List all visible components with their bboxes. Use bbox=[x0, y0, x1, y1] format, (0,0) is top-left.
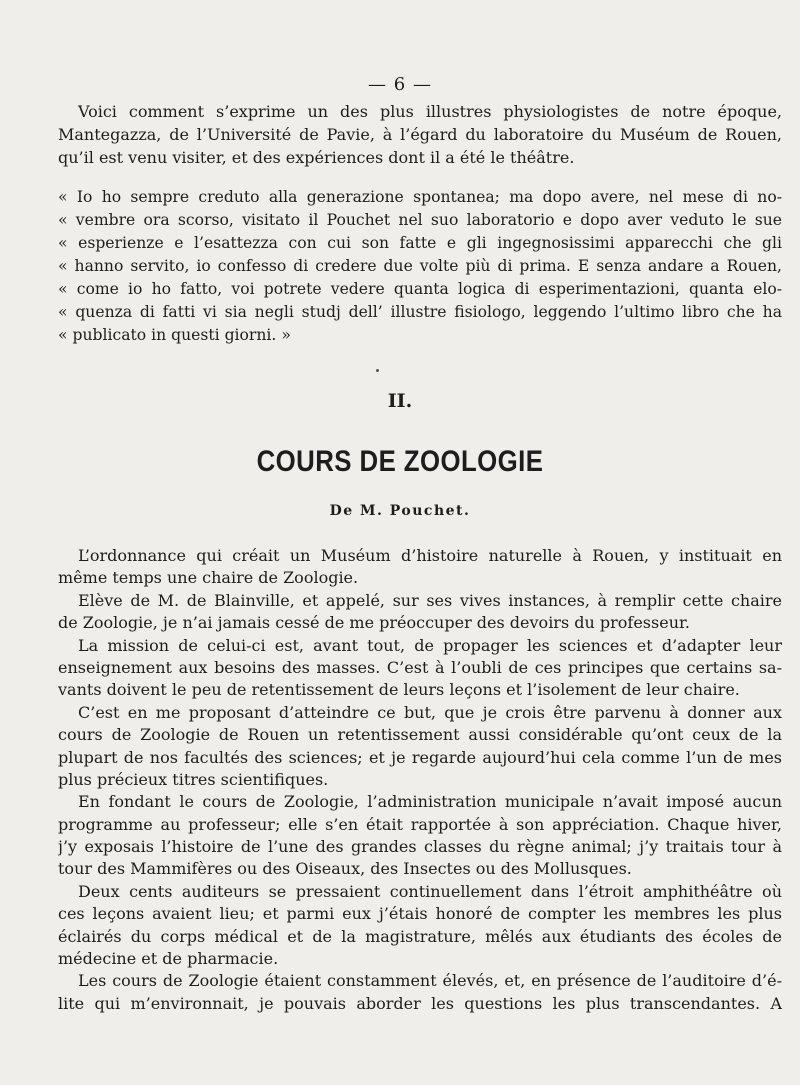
text-line: vants doivent le peu de retentissement de leurs leçons et l’isolement de leur chaire. bbox=[58, 680, 740, 700]
intro-paragraph bbox=[58, 100, 782, 169]
section-title: COURS DE ZOOLOGIE bbox=[256, 445, 544, 478]
author-byline: De M. Pouchet. bbox=[329, 503, 471, 519]
text-line: cours de Zoologie de Rouen un retentissement aussi considérable qu’ont ceux de la bbox=[58, 725, 782, 745]
quote-line: « vembre ora scorso, visitato il Pouchet nel suo laboratorio e dopo aver veduto le sue bbox=[58, 211, 782, 229]
text-line: de Zoologie, je n’ai jamais cessé de me préoccuper des devoirs du professeur. bbox=[58, 613, 690, 633]
quote-line: « hanno servito, io confesso di credere due volte più di prima. E senza andare a Rouen, bbox=[58, 257, 782, 275]
text-line: médecine et de pharmacie. bbox=[58, 949, 279, 969]
text-line: Voici comment s’exprime un des plus illustres physiologistes de notre époque, bbox=[78, 102, 782, 121]
text-line: ces leçons avaient lieu; et parmi eux j’étais honoré de compter les membres les plus bbox=[58, 904, 782, 924]
ink-speck bbox=[376, 369, 379, 372]
quote-line: « come io ho fatto, voi potrete vedere quanta logica di esperimentazioni, quanta elo- bbox=[58, 280, 782, 298]
text-line: En fondant le cours de Zoologie, l’administration municipale n’avait imposé aucun bbox=[78, 792, 782, 812]
text-line: tour des Mammifères ou des Oiseaux, des Insectes ou des Mollusques. bbox=[58, 859, 632, 879]
page-number: — 6 — bbox=[368, 74, 432, 95]
text-line: qu’il est venu visiter, et des expériences dont il a été le théâtre. bbox=[58, 148, 575, 167]
text-line: Les cours de Zoologie étaient constamment élevés, et, en présence de l’auditoire d’é- bbox=[78, 971, 782, 991]
text-line: Mantegazza, de l’Université de Pavie, à l’égard du laboratoire du Muséum de Rouen, bbox=[58, 125, 782, 144]
text-line: Elève de M. de Blainville, et appelé, sur ses vives instances, à remplir cette chaire bbox=[78, 590, 782, 610]
text-line: programme au professeur; elle s’en était rapportée à son appréciation. Chaque hiver, bbox=[58, 814, 782, 834]
section-number: II. bbox=[387, 390, 413, 412]
text-line: lite qui m’environnait, je pouvais aborder les questions les plus transcendantes. A bbox=[58, 993, 782, 1013]
text-line: La mission de celui-ci est, avant tout, de propager les sciences et d’adapter leur bbox=[78, 635, 782, 655]
text-line: Deux cents auditeurs se pressaient continuellement dans l’étroit amphithéâtre où bbox=[78, 881, 782, 901]
text-line: éclairés du corps médical et de la magistrature, mêlés aux étudiants des écoles de bbox=[58, 926, 782, 946]
quote-line: « esperienze e l’esattezza con cui son fatte e gli ingegnosissimi apparecchi che gli bbox=[58, 234, 782, 252]
quote-line: « Io ho sempre creduto alla generazione spontanea; ma dopo avere, nel mese di no- bbox=[58, 188, 782, 206]
text-line: plupart de nos facultés des sciences; et je regarde aujourd’hui cela comme l’un de mes bbox=[58, 747, 782, 767]
text-line: plus précieux titres scientifiques. bbox=[58, 769, 329, 789]
text-line: même temps une chaire de Zoologie. bbox=[58, 568, 359, 588]
italian-quote bbox=[58, 186, 782, 347]
text-line: j’y exposais l’histoire de l’une des grandes classes du règne animal; j’y traitais tour à bbox=[58, 837, 782, 857]
text-line: C’est en me proposant d’atteindre ce but, que je crois être parvenu à donner aux bbox=[78, 702, 782, 722]
body-text bbox=[58, 545, 782, 1015]
text-line: L’ordonnance qui créait un Muséum d’histoire naturelle à Rouen, y instituait en bbox=[78, 546, 782, 565]
quote-line: « publicato in questi giorni. » bbox=[58, 326, 291, 344]
text-line: enseignement aux besoins des masses. C’est à l’oubli de ces principes que certains sa- bbox=[58, 657, 782, 677]
quote-line: « quenza di fatti vi sia negli studj dell’ illustre fisiologo, leggendo l’ultimo libro che ha bbox=[58, 303, 782, 321]
